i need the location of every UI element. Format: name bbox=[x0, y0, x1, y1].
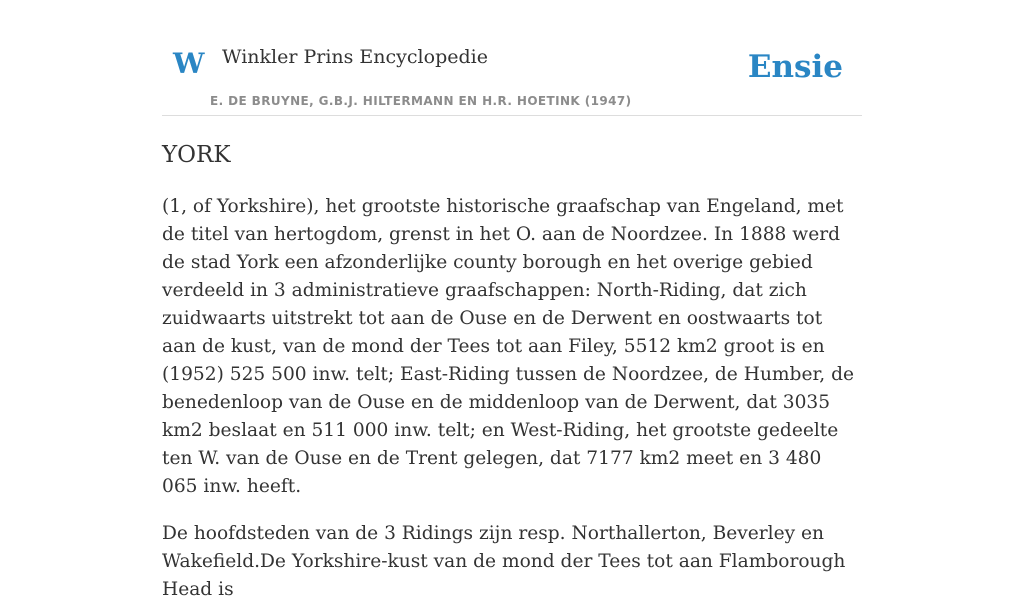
entry-paragraph: De hoofdsteden van de 3 Ridings zijn resp. Northallerton, Beverley en Wakefield.De Yorkshire-kust van de mond der Tees tot aan Flamborough Head is bbox=[162, 522, 846, 600]
site-title[interactable]: Winkler Prins Encyclopedie bbox=[222, 46, 488, 68]
page-container bbox=[162, 0, 862, 604]
entry-title: YORK bbox=[162, 142, 231, 168]
ensie-logo[interactable]: Ensie bbox=[747, 49, 843, 85]
site-header bbox=[162, 0, 862, 116]
entry-paragraph: (1, of Yorkshire), het grootste historische graafschap van Engeland, met de titel van hertogdom, grenst in het O. aan de Noordzee. In 1888 werd de stad York een afzonderlijke county borough en het overige gebied verdeeld in 3 administratieve graafschappen: North-Riding, dat zich zuidwaarts uitstrekt tot aan de Ouse en de Derwent en oostwaarts tot aan de kust, van de mond der Tees tot aan Filey, 5512 km2 groot is en (1952) 525 500 inw. telt; East-Riding tussen de Noordzee, de Humber, de benedenloop van de Ouse en de middenloop van de Derwent, dat 3035 km2 beslaat en 511 000 inw. telt; en West-Riding, het grootste gedeelte ten W. van de Ouse en de Trent gelegen, dat 7177 km2 meet en 3 480 065 inw. heeft. bbox=[162, 195, 855, 497]
authors-line: E. DE BRUYNE, G.B.J. HILTERMANN EN H.R. HOETINK (1947) bbox=[210, 94, 632, 108]
entry-content bbox=[162, 142, 862, 604]
winkler-prins-logo[interactable]: W bbox=[173, 47, 205, 80]
